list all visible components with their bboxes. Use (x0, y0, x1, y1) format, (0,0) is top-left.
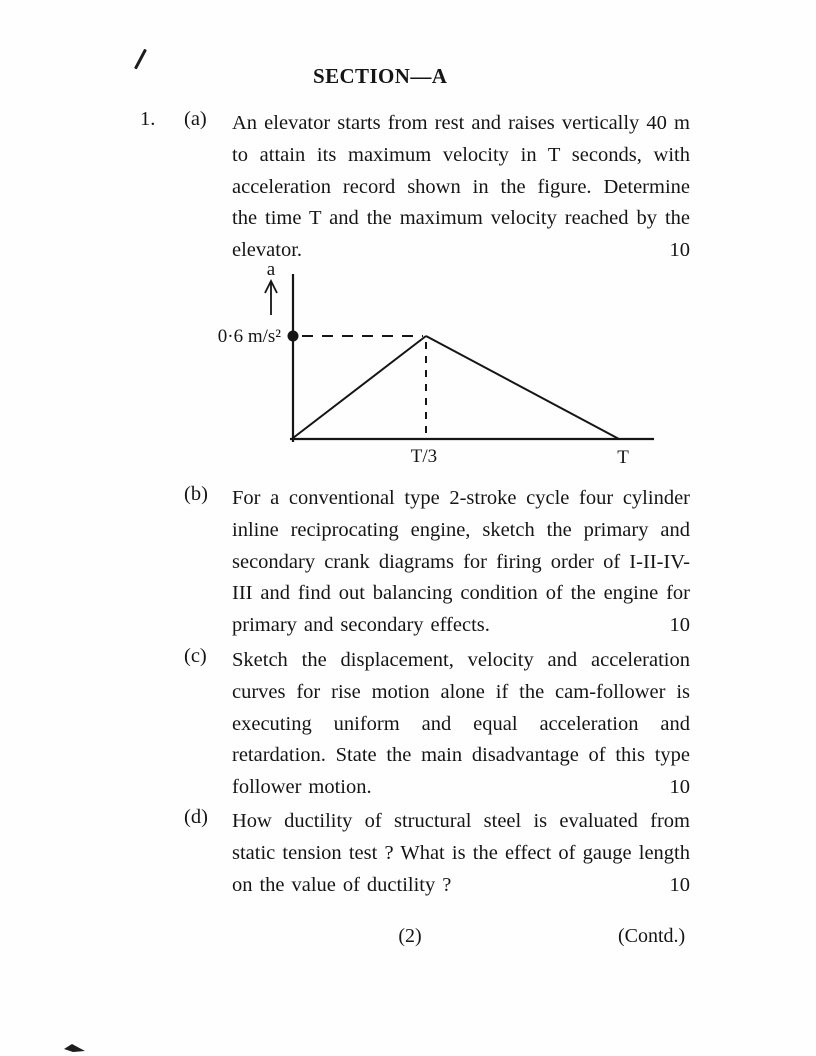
part-d-text: How ductility of structural steel is evaluated from static tension test ? What is the effect of gauge length on the value of ductility ? (232, 810, 690, 896)
value-label: 0·6 m/s² (217, 326, 281, 347)
question-part-a (184, 108, 690, 267)
part-a-label: (a) (184, 108, 207, 130)
fall-line (426, 336, 619, 439)
question-part-d (184, 806, 690, 901)
figure-graph (195, 258, 665, 470)
value-dot (288, 331, 299, 342)
scan-stray-mark-top (134, 49, 147, 70)
y-axis-label: a (266, 259, 276, 280)
part-c-marks: 10 (669, 776, 690, 799)
part-a-marks: 10 (669, 239, 690, 262)
part-c-text-block (232, 645, 690, 804)
scan-stray-mark-bottom (64, 1040, 86, 1056)
part-a-text-block (232, 108, 690, 267)
question-number: 1. (140, 108, 156, 130)
page-number: (2) (398, 925, 422, 947)
x-tick-end-label: T (617, 447, 629, 468)
question-part-c (184, 645, 690, 804)
part-b-label: (b) (184, 483, 208, 505)
question-part-b (184, 483, 690, 642)
part-b-text: For a conventional type 2-stroke cycle four cylinder inline reciprocating engine, sketch the primary and secondary crank diagrams for firing order of I-II-IV-III and find out balancing condition of the engine for primary and secondary effects. (232, 487, 690, 637)
rise-line (293, 336, 426, 438)
part-d-label: (d) (184, 806, 208, 828)
acceleration-time-figure (195, 258, 665, 470)
part-c-label: (c) (184, 645, 207, 667)
section-title: SECTION—A (313, 64, 448, 88)
part-a-text: An elevator starts from rest and raises vertically 40 m to attain its maximum velocity in T seconds, with acceleration record shown in the figure. Determine the time T and the maximum velocity reached by the elevator. (232, 112, 690, 262)
part-d-marks: 10 (669, 873, 690, 896)
contd-label: (Contd.) (618, 925, 686, 947)
part-b-text-block (232, 483, 690, 642)
x-tick-peak-label: T/3 (410, 446, 438, 467)
part-d-text-block (232, 806, 690, 901)
part-c-text: Sketch the displacement, velocity and acceleration curves for rise motion alone if the cam-follower is executing uniform and equal acceleration and retardation. State the main disadvantage of this type follower motion. (232, 649, 690, 799)
part-b-marks: 10 (669, 614, 690, 637)
